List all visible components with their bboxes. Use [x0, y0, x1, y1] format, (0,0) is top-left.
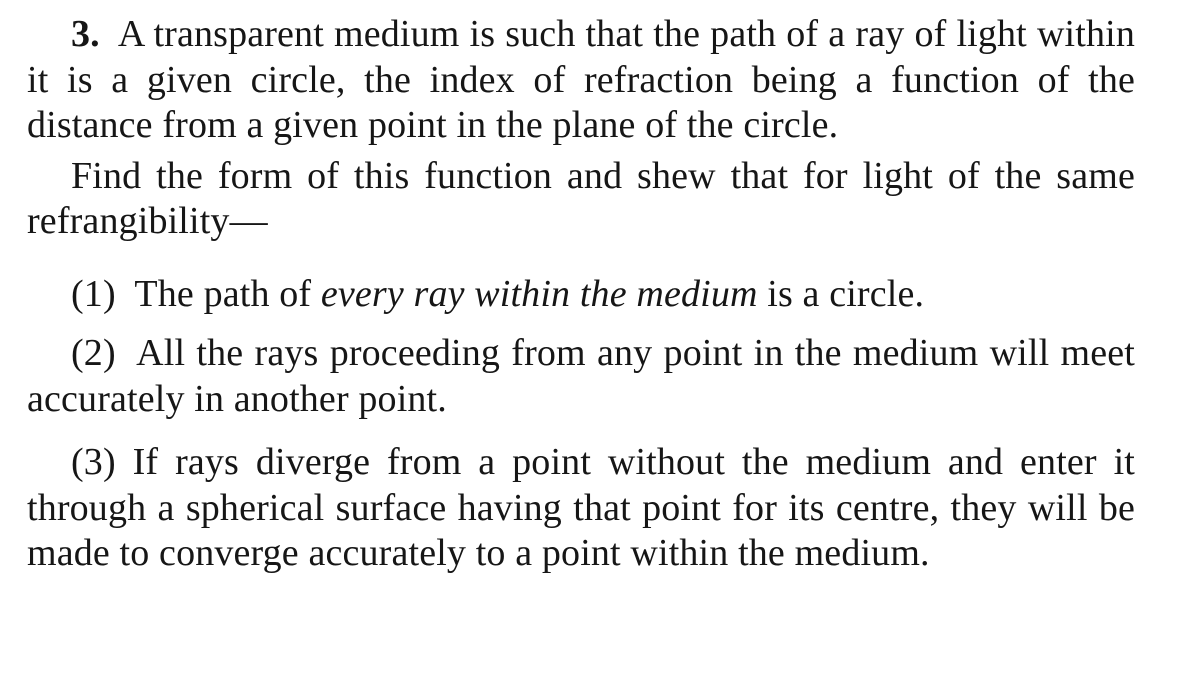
item-text: The path of — [134, 272, 312, 315]
item-emphasis: every ray within the medium — [320, 272, 758, 315]
problem-text: A transparent medium is such that the path of a ray of light within it is a given circle, the index of refraction being a function of the distance from a given point in the plane of the circle. — [27, 13, 1135, 146]
problem-number: 3. — [71, 13, 100, 55]
document-page — [27, 12, 1135, 577]
item-marker: (2) — [71, 332, 116, 374]
item-marker: (3) — [71, 441, 116, 483]
list-item — [27, 272, 1135, 318]
task-paragraph: Find the form of this function and shew that for light of the same refrangibility— — [27, 154, 1135, 242]
list-item — [27, 331, 1135, 422]
list-item — [27, 440, 1135, 577]
item-text: is a circle. — [767, 272, 925, 315]
problem-statement — [27, 12, 1135, 149]
item-text: All the rays proceeding from any point in the medium will meet accurately in another point. — [27, 332, 1135, 420]
item-text: If rays diverge from a point without the medium and enter it through a spherical surface having that point for its centre, they will be made to converge accurately to a point within the medium. — [27, 441, 1135, 574]
item-marker: (1) — [71, 272, 116, 315]
